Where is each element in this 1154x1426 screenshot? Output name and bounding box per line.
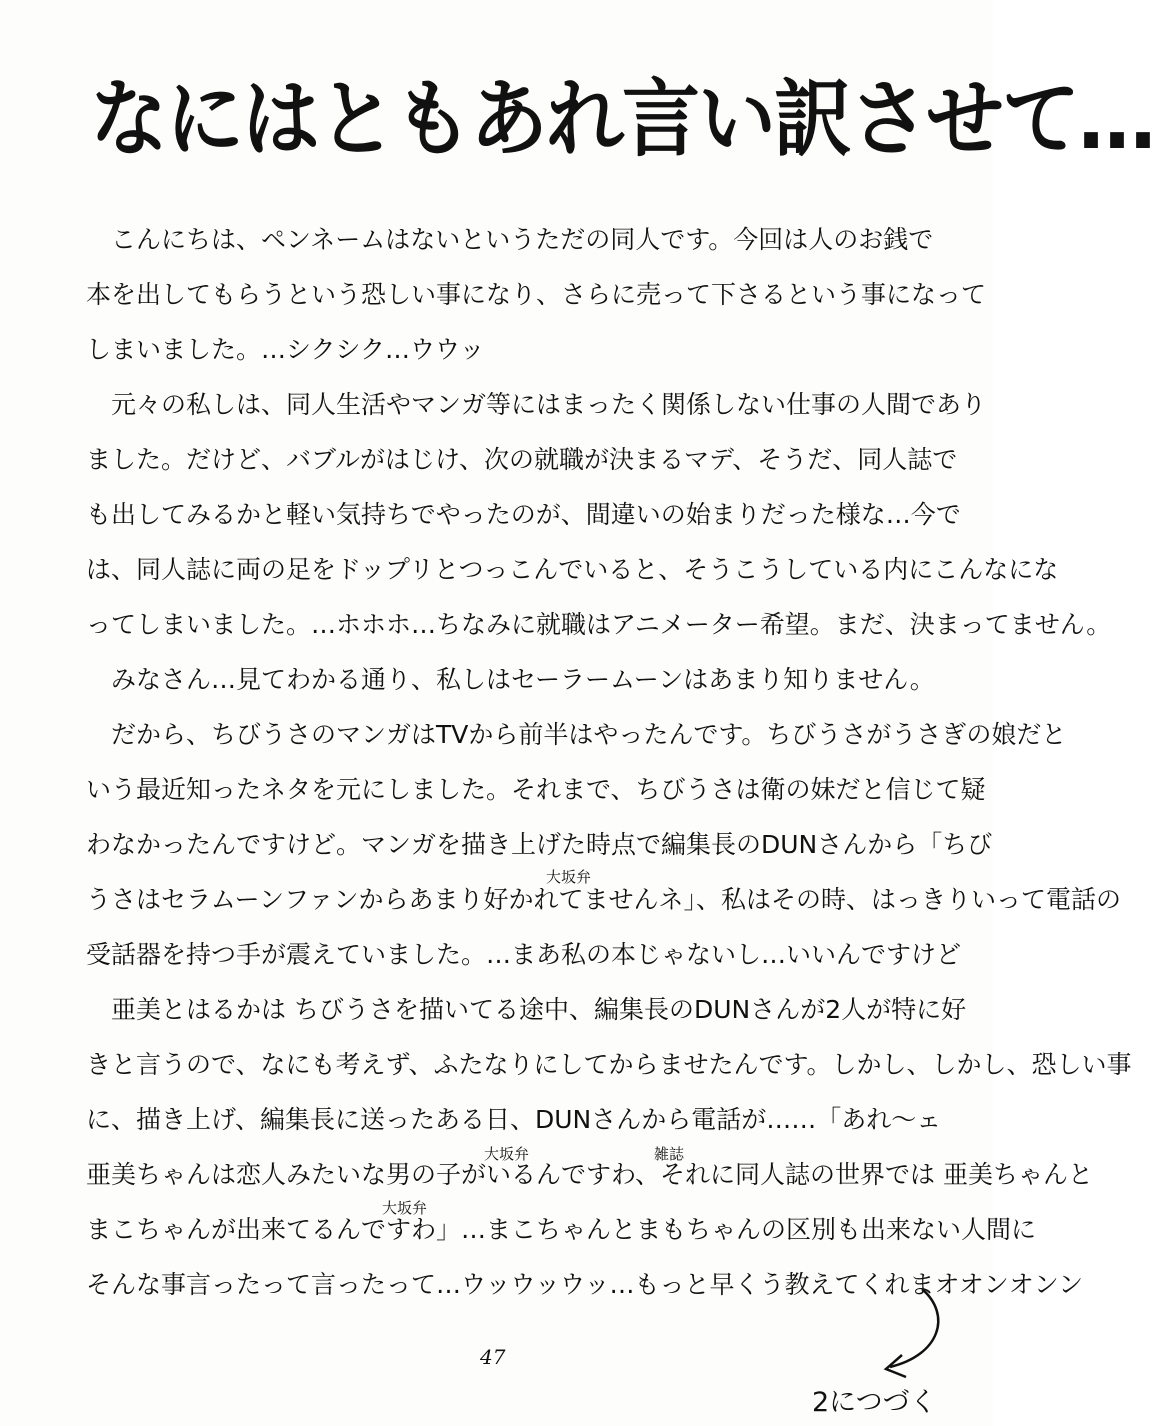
page-number: 47 [480, 1345, 506, 1369]
page-title: なにはともあれ言い訳させて… [90, 71, 1154, 169]
continued-note: 2につづく [812, 1387, 937, 1418]
text-line: うさはセラムーンファンからあまり好かれてませんネ」、私はその時、はっきりいって電話の [86, 885, 1122, 914]
text-line: こんにちは、ペンネームはないというただの同人です。今回は人のお銭で [86, 225, 934, 254]
text-line: も出してみるかと軽い気持ちでやったのが、間違いの始まりだった様な…今で [86, 500, 961, 529]
text-line: きと言うので、なにも考えず、ふたなりにしてからませたんです。しかし、しかし、恐しい事 [86, 1050, 1132, 1079]
ruby-annotation: 大坂弁 [484, 1145, 530, 1163]
text-line: そんな事言ったって言ったって…ウッウッウッ…もっと早くう教えてくれまオオンオンン [86, 1270, 1084, 1299]
text-line: ってしまいました。…ホホホ…ちなみに就職はアニメーター希望。まだ、決まってません。 [86, 610, 1112, 639]
text-line: 亜美ちゃんは恋人みたいな男の子がいるんですわ、それに同人誌の世界では 亜美ちゃんと [86, 1160, 1093, 1189]
text-line: しまいました。…シクシク…ウウッ [86, 335, 485, 364]
text-line: 受話器を持つ手が震えていました。…まあ私の本じゃないし…いいんですけど [86, 940, 962, 969]
continue-arrow-icon [860, 1285, 950, 1385]
text-line: だから、ちびうさのマンガはTVから前半はやったんです。ちびうさがうさぎの娘だと [86, 720, 1067, 749]
paragraph-sailormoon [86, 652, 936, 707]
text-line: は、同人誌に両の足をドップリとつっこんでいると、そうこうしている内にこんなにな [86, 555, 1059, 584]
text-line: 亜美とはるかは ちびうさを描いてる途中、編集長のDUNさんが2人が特に好 [86, 995, 967, 1024]
paragraph-chibiusa [86, 707, 1122, 982]
text-line: ました。だけど、バブルがはじけ、次の就職が決まるマデ、そうだ、同人誌で [86, 445, 958, 474]
paragraph-background [86, 377, 1112, 652]
ruby-annotation: 雑誌 [654, 1145, 685, 1163]
text-line: まこちゃんが出来てるんですわ」…まこちゃんとまもちゃんの区別も出来ない人間に [86, 1215, 1037, 1244]
text-line: いう最近知ったネタを元にしました。それまで、ちびうさは衛の妹だと信じて疑 [86, 775, 986, 804]
text-line: わなかったんですけど。マンガを描き上げた時点で編集長のDUNさんから「ちび [86, 830, 993, 859]
ruby-annotation: 大坂弁 [382, 1199, 428, 1217]
text-line: みなさん…見てわかる通り、私しはセーラームーンはあまり知りません。 [86, 665, 935, 694]
paragraph-intro [86, 212, 987, 377]
text-line: に、描き上げ、編集長に送ったある日、DUNさんから電話が……「あれ〜ェ [86, 1105, 942, 1134]
text-line: 本を出してもらうという恐しい事になり、さらに売って下さるという事になって [86, 280, 987, 309]
text-line: 元々の私しは、同人生活やマンガ等にはまったく関係しない仕事の人間であり [86, 390, 987, 419]
ruby-annotation: 大坂弁 [546, 868, 592, 886]
